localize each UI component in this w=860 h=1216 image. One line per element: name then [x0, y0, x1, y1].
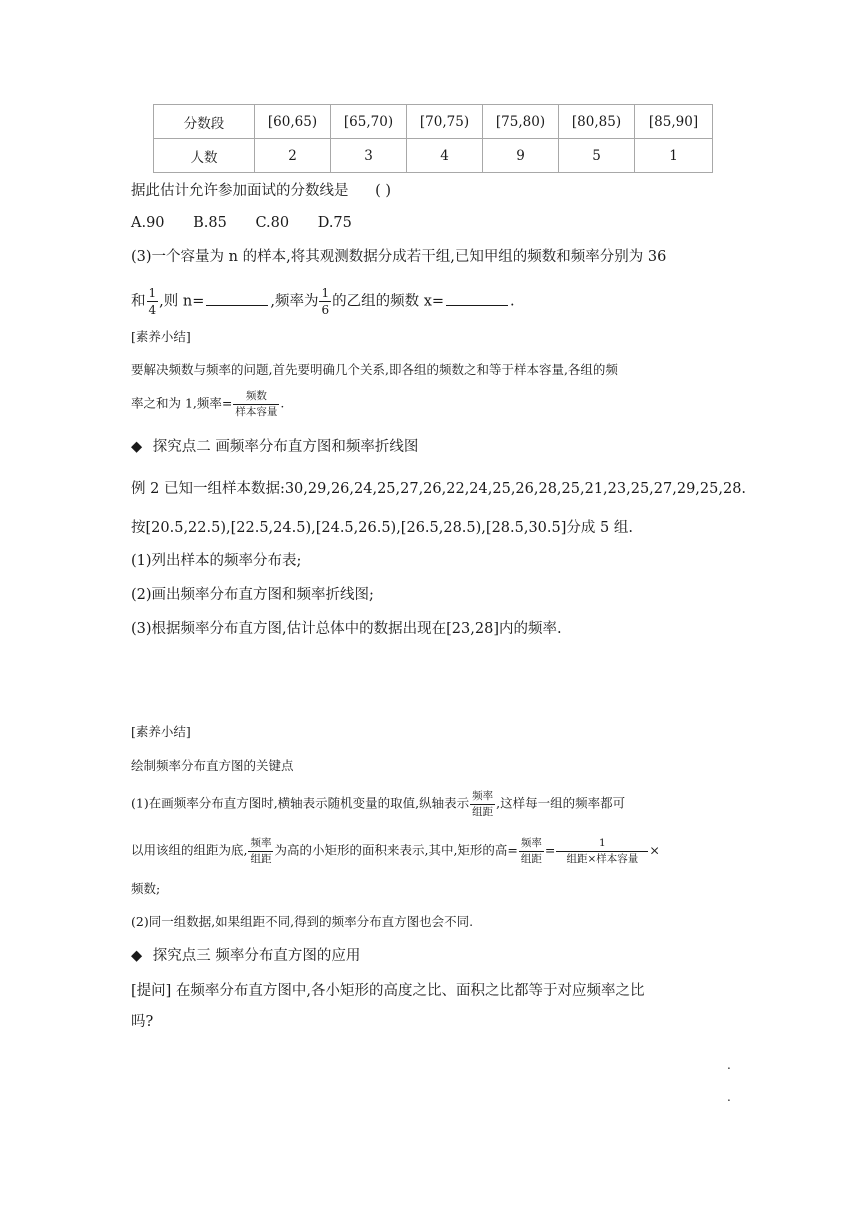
question-text: 据此估计允许参加面试的分数线是 — [131, 183, 349, 199]
section-title: 探究点二 画频率分布直方图和频率折线图 — [152, 439, 419, 455]
table-cell: 2 — [255, 139, 331, 173]
example-2-question-2: (2)画出频率分布直方图和频率折线图; — [131, 587, 374, 603]
summary-2-line-1 — [131, 791, 625, 817]
question-2-stem — [131, 181, 391, 201]
table-cell: 5 — [559, 139, 635, 173]
question-line-2: 吗? — [131, 1014, 154, 1030]
summary-1-title: [素养小结] — [131, 329, 191, 344]
fraction-denominator: 样本容量 — [235, 405, 278, 418]
table-cell: 9 — [483, 139, 559, 173]
summary-2-line-4: (2)同一组数据,如果组距不同,得到的频率分布直方图也会不同. — [131, 914, 474, 929]
answer-blank-x[interactable] — [446, 291, 508, 306]
text-segment: 的乙组的频数 x= — [332, 293, 445, 310]
table-cell: 1 — [635, 139, 713, 173]
fraction-one-over-width-times-size — [556, 838, 648, 864]
fraction-one-sixth — [319, 287, 331, 316]
section-title: 探究点三 频率分布直方图的应用 — [152, 948, 361, 964]
text-segment: ,频率为 — [270, 293, 319, 310]
example-2-line-1: 例 2 已知一组样本数据:30,29,26,24,25,27,26,22,24,25,26,28,25,21,23,25,27,29,25,28. — [131, 481, 747, 497]
table-cell: [65,70) — [331, 105, 407, 139]
fraction-numerator: 频率 — [519, 838, 544, 852]
question-3-line-2 — [131, 287, 515, 316]
question-3-line-1: (3)一个容量为 n 的样本,将其观测数据分成若干组,已知甲组的频数和频率分别为 36 — [131, 249, 667, 265]
text-segment: 和 — [131, 293, 146, 310]
summary-2-line-2 — [131, 838, 660, 864]
text-segment: ,则 n= — [159, 293, 205, 310]
fraction-denominator: 6 — [321, 303, 330, 317]
diamond-icon: ◆ — [131, 439, 143, 455]
table-cell: [70,75) — [407, 105, 483, 139]
fraction-denominator: 组距 — [520, 852, 542, 865]
summary-2-title: [素养小结] — [131, 724, 191, 739]
text-segment: × — [649, 842, 660, 858]
fraction-rate-over-width — [470, 791, 495, 817]
table-cell: 3 — [331, 139, 407, 173]
fraction-frequency-formula — [233, 391, 279, 417]
text-segment: 为高的小矩形的面积来表示,其中,矩形的高= — [274, 842, 518, 858]
fraction-numerator: 1 — [148, 286, 157, 300]
score-table — [153, 104, 713, 173]
section-heading-3 — [131, 946, 360, 966]
example-2-question-3: (3)根据频率分布直方图,估计总体中的数据出现在[23,28]内的频率. — [131, 621, 562, 637]
fraction-numerator: 1 — [556, 838, 648, 852]
answer-paren: ( ) — [375, 183, 392, 199]
text-segment: ,这样每一组的频率都可 — [496, 795, 626, 811]
fraction-denominator: 组距 — [250, 852, 272, 865]
summary-2-line-3: 频数; — [131, 881, 161, 896]
text-segment: 以用该组的组距为底, — [131, 842, 248, 858]
question-line-1: [提问] 在频率分布直方图中,各小矩形的高度之比、面积之比都等于对应频率之比 — [131, 983, 645, 999]
summary-1-line-2 — [131, 391, 284, 417]
margin-dot: . — [727, 1090, 731, 1104]
text-segment: . — [280, 395, 285, 411]
option-b: B.85 — [193, 215, 227, 231]
fraction-numerator: 频率 — [470, 791, 495, 805]
answer-blank-n[interactable] — [206, 291, 268, 306]
example-2-question-1: (1)列出样本的频率分布表; — [131, 553, 302, 569]
fraction-numerator: 频数 — [233, 391, 279, 405]
text-segment: = — [544, 842, 556, 858]
fraction-denominator: 4 — [148, 303, 157, 317]
text-segment: (1)在画频率分布直方图时,横轴表示随机变量的取值,纵轴表示 — [131, 795, 470, 811]
table-cell: [75,80) — [483, 105, 559, 139]
margin-dot: . — [727, 1058, 731, 1072]
fraction-denominator: 组距 — [472, 805, 494, 818]
section-heading-2 — [131, 437, 418, 457]
text-segment: . — [510, 293, 515, 310]
fraction-rate-over-width — [519, 838, 544, 864]
table-row — [154, 139, 713, 173]
fraction-rate-over-width — [248, 838, 273, 864]
fraction-numerator: 1 — [321, 286, 330, 300]
table-cell: [85,90] — [635, 105, 713, 139]
diamond-icon: ◆ — [131, 948, 143, 964]
table-row — [154, 105, 713, 139]
fraction-one-quarter — [147, 287, 159, 316]
table-cell: 4 — [407, 139, 483, 173]
option-d: D.75 — [317, 215, 352, 231]
table-cell: [80,85) — [559, 105, 635, 139]
table-cell: [60,65) — [255, 105, 331, 139]
text-segment: 率之和为 1,频率= — [131, 395, 233, 411]
summary-2-subtitle: 绘制频率分布直方图的关键点 — [131, 758, 294, 773]
example-2-line-2: 按[20.5,22.5),[22.5,24.5),[24.5,26.5),[26.5,28.5),[28.5,30.5]分成 5 组. — [131, 520, 633, 536]
fraction-denominator: 组距×样本容量 — [566, 852, 639, 865]
table-header-cell: 人数 — [154, 139, 255, 173]
summary-1-line-1: 要解决频数与频率的问题,首先要明确几个关系,即各组的频数之和等于样本容量,各组的频 — [131, 362, 618, 377]
option-c: C.80 — [255, 215, 290, 231]
option-a: A.90 — [131, 215, 165, 231]
table-header-cell: 分数段 — [154, 105, 255, 139]
question-2-options — [131, 213, 352, 233]
fraction-numerator: 频率 — [248, 838, 273, 852]
